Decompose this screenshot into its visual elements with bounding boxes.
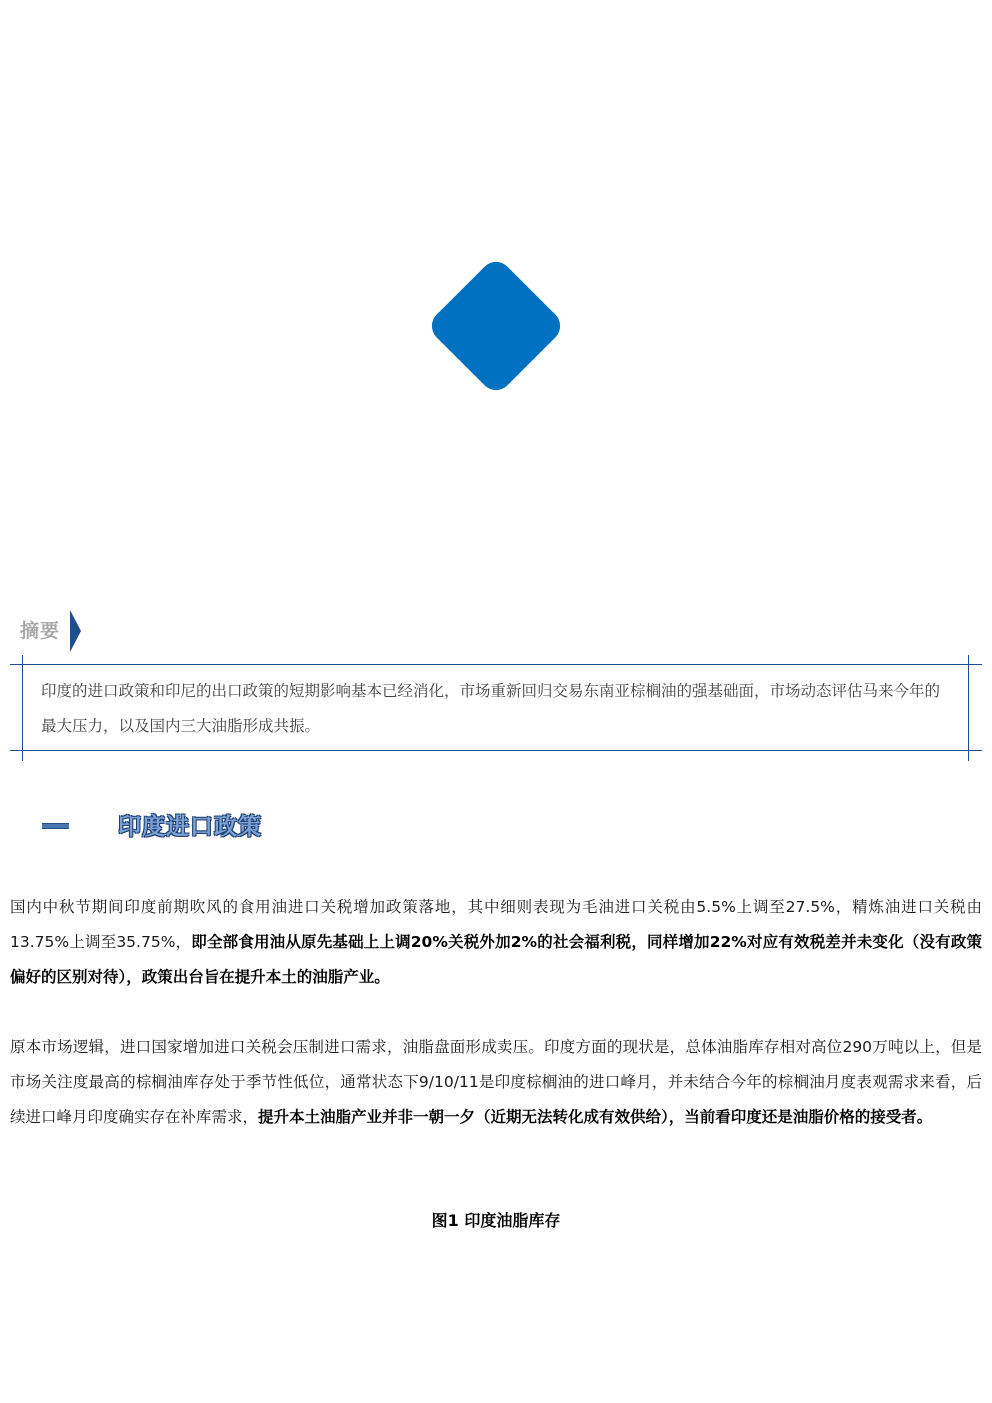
abstract-left-rule: [22, 655, 23, 761]
abstract-label: 摘要: [20, 620, 61, 642]
section-number: [42, 823, 69, 829]
paragraph-1: [10, 890, 982, 995]
abstract-text: 印度的进口政策和印尼的出口政策的短期影响基本已经消化，市场重新回归交易东南亚棕榈油的强基础面，市场动态评估马来今年的最大压力，以及国内三大油脂形成共振。: [41, 682, 941, 735]
abstract-bottom-rule: [10, 750, 982, 751]
diamond-logo-icon: [425, 255, 567, 397]
paragraph-2-bold-text: 提升本土油脂产业并非一朝一夕（近期无法转化成有效供给），当前看印度还是油脂价格的接受者。: [258, 1108, 933, 1126]
figure-caption: 图1 印度油脂库存: [431, 1211, 561, 1230]
paragraph-2: [10, 1030, 982, 1135]
section-title: 印度进口政策: [118, 814, 262, 840]
paragraph-1-bold-text: 即全部食用油从原先基础上上调20%关税外加2%的社会福利税，同样增加22%对应有效税差并未变化（没有政策偏好的区别对待），政策出台旨在提升本土的油脂产业。: [10, 933, 982, 986]
paragraph-1-text: 国内中秋节期间印度前期吹风的食用油进口关税增加政策落地，其中细则表现为毛油进口关税由5.5%上调至27.5%，精炼油进口关税由13.75%上调至35.75%，: [10, 898, 982, 951]
abstract-top-rule: [10, 664, 982, 665]
chevron-right-icon: [70, 610, 81, 652]
paragraph-2-text: 原本市场逻辑，进口国家增加进口关税会压制进口需求，油脂盘面形成卖压。印度方面的现状是，总体油脂库存相对高位290万吨以上，但是市场关注度最高的棕榈油库存处于季节性低位，通常状态下9/10/11是印度棕榈油的进口峰月，并未结合今年的棕榈油月度表观需求来看，后续进口峰月印度确实存在补库需求，: [10, 1038, 982, 1126]
abstract-right-rule: [968, 655, 969, 761]
